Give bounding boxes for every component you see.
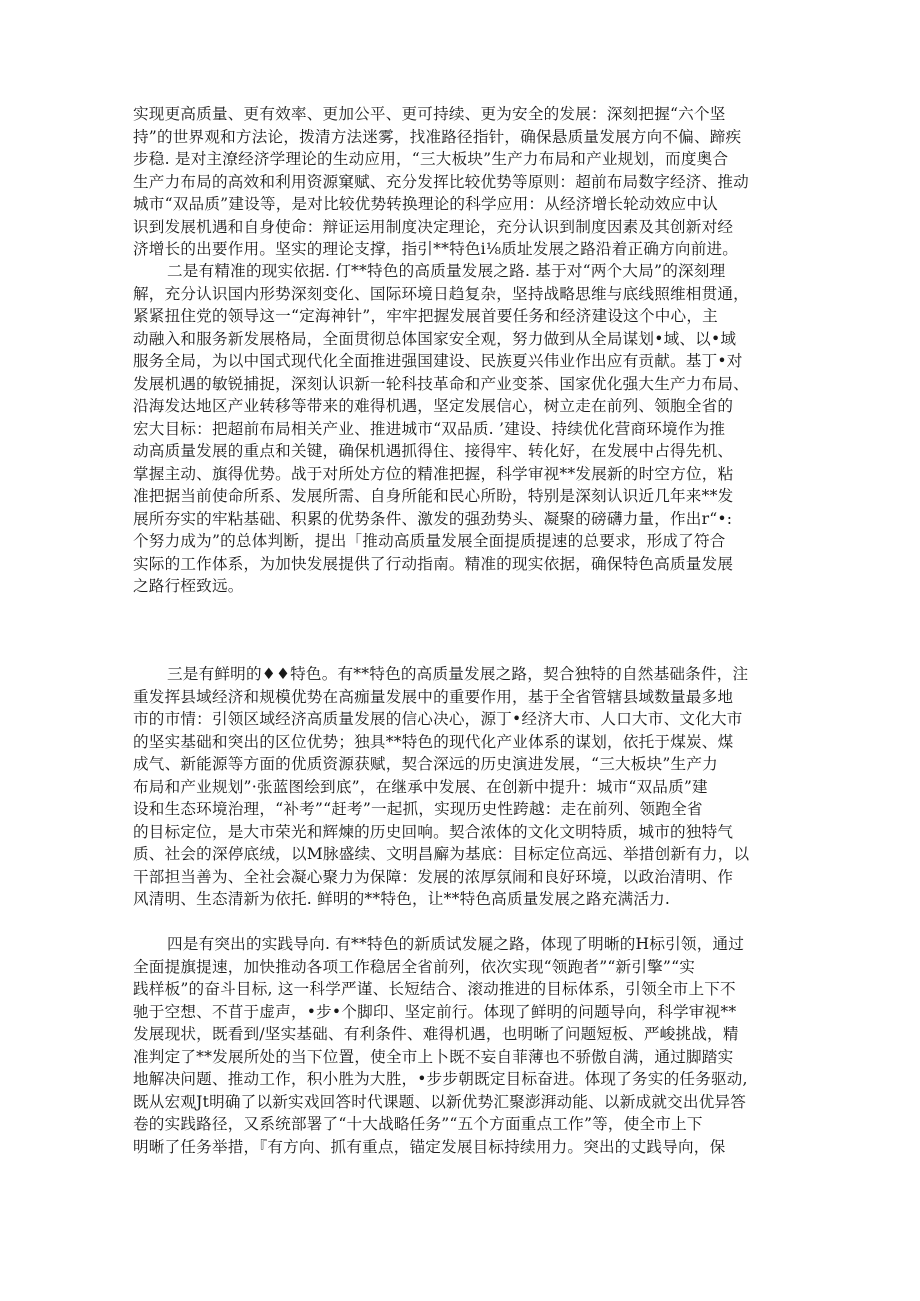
paragraph-3-line-5: 成气、新能源等方面的优质资源获赋，契合深远的历史演进发展，“三大板块”生产力 (133, 755, 718, 773)
paragraph-1-line-1: 实现更高质量、更有效率、更加公平、更可持续、更为安全的发展：深刻把握“六个坚 (133, 105, 726, 123)
paragraph-2-line-11: 准把据当前使命所系、发展所需、自身所能和民心所盼，特别是深刻认识近几年来**发 (133, 487, 734, 505)
paragraph-2-line-15: 之路行桎致远。 (133, 577, 244, 595)
paragraph-3-line-7: 设和生态环境治理，“补考”“赶考”一起抓，实现历史性跨越：走在前列、领跑全省 (133, 800, 703, 818)
paragraph-4-line-8: 既从宏观Jt明确了以新实戏回答时代课题、以新优势汇聚澎湃动能、以新成就交出优异答 (133, 1092, 747, 1111)
paragraph-1-line-3: 步稳. 是对主潦经济学理论的生动应用，“三大板块”生产力布局和产业规划，而度奥合 (133, 150, 729, 168)
paragraph-3-line-4: 的坚实基础和突出的区位优势；独具**特色的现代化产业体系的谋划，依托于煤炭、煤 (133, 732, 734, 751)
paragraph-3-line-11: 风清明、生态清新为依托. 鲜明的**特色，让**特色高质量发展之路充满活力. (133, 890, 671, 908)
paragraph-2-line-7: 沿海发达地区产业转移等带来的难得机遇，坚定发展信心，树立走在前列、领胞全省的 (133, 397, 734, 415)
paragraph-1-line-6: 识到发展机遇和自身使命：辩证运用制度决定理论，充分认识到制度因素及其创新对经 (133, 217, 734, 236)
paragraph-3-line-3: 市的市情：引领区域经济高质量发展的信心决心，源丁•经济大市、人口大市、文化大市 (133, 710, 743, 728)
paragraph-4-line-1: 四是有突出的实践导向. 有**特色的新质试发屣之路，体现了明晰的H标引领，通过 (167, 935, 745, 953)
paragraph-2-line-12: 展所夯实的牢粘基础、积累的优势条件、激发的强劲势头、凝聚的磅礴力量，作出r“•: (133, 509, 733, 528)
paragraph-4-line-7: 地解决问题、推动工作，积小胜为大胜，•步步朝既定目标奋进。体现了务实的任务驱动, (133, 1070, 748, 1088)
paragraph-2-line-1: 二是有精准的现实依据. 仃**特色的高质量发展之路. 基于对“两个大局”的深刻理 (167, 262, 726, 280)
paragraph-1-line-7: 济增长的出要作用。坚实的理论支撑，指引**特色ⅰ⅛质址发展之路沿着正确方向前进。 (133, 240, 739, 258)
paragraph-4-line-2: 全面提旗提速，加快推动各项工作稳居全省前列，依次实现“领跑者”“新引擎”“实 (133, 957, 696, 976)
paragraph-3-line-2: 重发挥县域经济和规模优势在高痂量发展中的重要作用，基于全省管辖县域数量最多地 (133, 687, 734, 706)
paragraph-1 (133, 103, 798, 261)
paragraph-2-line-4: 动融入和服务新发展格局，全面贯彻总体国家安全观，努力做到从全局谋划•域、以•域 (133, 329, 737, 348)
paragraph-3-line-6: 布局和产业规划”·张蓝图绘到底”，在继承中发展、在创新中提升：城市“双品质”建 (133, 777, 708, 796)
paragraph-2-line-2: 解，充分认识国内形势深刻变化、国际环境日趋复杂，坚持战略思维与底线照维相贯通， (133, 284, 749, 303)
paragraph-3 (133, 663, 798, 911)
paragraph-4-line-5: 发展现状，既看到/坚实基础、有利条件、难得机遇，也明晰了问题短板、严峻挑战，精 (133, 1025, 739, 1043)
paragraph-4-line-4: 驰于空想、不苜于虚声，•步•个脚印、坚定前行。体现了鲜明的问题导向，科学审视** (133, 1002, 737, 1021)
paragraph-2-line-3: 紧紧扭住党的领导这一“定海神针”，牢牢把握发展首要任务和经济建设这个中心，主 (133, 307, 718, 325)
paragraph-2-line-14: 实际的工作体系，为加快发展提供了行动指南。精准的现实依据，确保特色高质量发展 (133, 554, 734, 573)
paragraph-2 (133, 260, 798, 598)
paragraph-4-line-3: 践样板”的奋斗目标, 这一科学严谨、长短结合、滚动推进的目标体系，引领全市上下不 (133, 980, 736, 998)
paragraph-3-line-8: 的目标定位，是大市荣光和辉煉的历史回响。契合浓体的文化文明特质，城市的独特气 (133, 822, 734, 841)
paragraph-4 (133, 933, 798, 1158)
paragraph-2-line-13: 个努力成为”的总体判断，提出「推动高质量发展全面提质提速的总要求，形成了符合 (133, 532, 726, 550)
paragraph-1-line-4: 生产力布局的高效和利用资源窠赋、充分发挥比较优势等原则：超前布局数字经济、推动 (133, 172, 749, 191)
paragraph-2-line-5: 服务全局，为以中国式现代化全面推进强国建设、民族夏兴伟业作出应有贡献。基丁•对 (133, 352, 743, 370)
paragraph-2-line-6: 发展机遇的敏锐捕捉，深刻认识新一轮科技革命和产业变茶、国家优化强大生产力布局、 (133, 374, 749, 393)
paragraph-2-line-9: 动高质量发展的重点和关键，确保机遇抓得住、接得牢、转化好，在发展中占得先机、 (133, 442, 734, 460)
paragraph-4-line-6: 准判定了**发展所处的当下位置，使全市上卜既不妄自菲薄也不骄傲自满，通过脚踏实 (133, 1047, 734, 1066)
paragraph-2-line-8: 宏大目标：把超前布局相关产业、推进城市“双品质. ’建设、持续优化营商环境作为推 (133, 419, 726, 438)
paragraph-3-line-10: 干部担当善为、全社会凝心聚力为保障：发展的浓厚氛闹和良好环境，以政治清明、作 (133, 867, 734, 886)
paragraph-3-line-9: 质、社会的深停底绒，以M脉盛续、文明昌廨为基底：目标定位高远、举措创新有力，以 (133, 845, 750, 863)
paragraph-4-line-10: 明晰了任务举措，『有方向、抓有重点，锚定发展目标持续用力。突出的丈践导向，保 (133, 1137, 726, 1156)
paragraph-3-line-1: 三是有鲜明的♦♦特色。有**特色的高质量发展之路，契合独特的自然基础条件，注 (167, 665, 749, 683)
paragraph-1-line-5: 城市“双品质”建设等，是对比较优势转换理论的科学应用：从经济增长轮动效应中认 (133, 195, 718, 213)
paragraph-2-line-10: 掌握主动、旗得优势。战于对所处方位的精准把握，科学审视**发展新的时空方位，粘 (133, 464, 734, 483)
paragraph-1-line-2: 持”的世界观和方法论，拨清方法迷雾，找准路径指针，确保悬质量发展方向不偏、蹄疾 (133, 127, 742, 146)
paragraph-4-line-9: 卷的实践路径，又系统部署了“十大战略任务”“五个方面重点工作”等，使全市上下 (133, 1115, 703, 1133)
